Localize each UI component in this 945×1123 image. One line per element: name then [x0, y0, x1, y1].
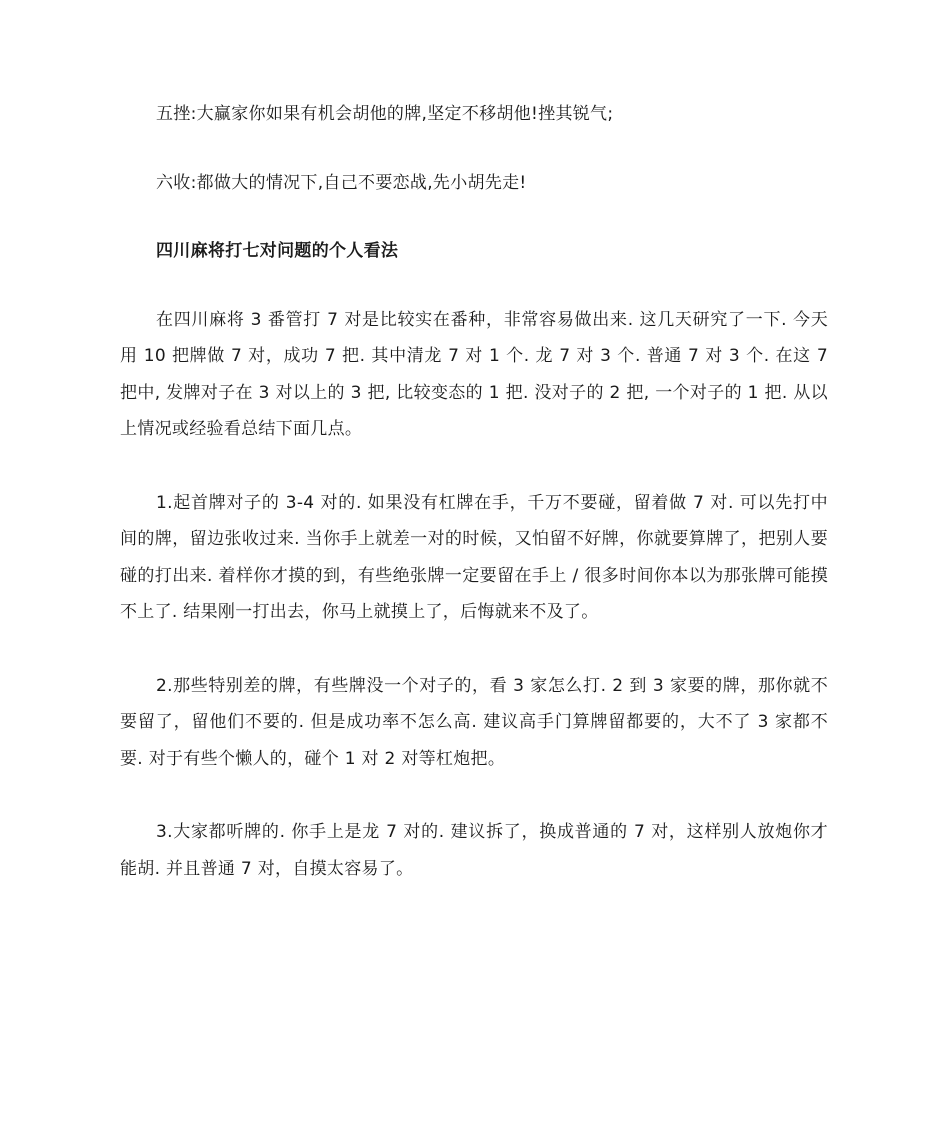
section-heading: 四川麻将打七对问题的个人看法 [156, 241, 399, 261]
paragraph-point-1: 1.起首牌对子的 3-4 对的. 如果没有杠牌在手，千万不要碰，留着做 7 对. 可以先打中间的牌，留边张收过来. 当你手上就差一对的时候，又怕留不好牌，你就要算牌了，把别人要碰的打出来. 着样你才摸的到，有些绝张牌一定要留在手上 / 很多时间你本以为那张牌可能摸不上了. 结果刚一打出去，你马上就摸上了，后悔就来不及了。 [120, 492, 828, 622]
paragraph-liushou: 六收:都做大的情况下,自己不要恋战,先小胡先走! [156, 172, 527, 193]
paragraph-point-3: 3.大家都听牌的. 你手上是龙 7 对的. 建议拆了，换成普通的 7 对，这样别人放炮你才能胡. 并且普通 7 对，自摸太容易了。 [120, 822, 828, 879]
paragraph-point-2: 2.那些特别差的牌，有些牌没一个对子的，看 3 家怎么打. 2 到 3 家要的牌，那你就不要留了，留他们不要的. 但是成功率不怎么高. 建议高手门算牌留都要的，大不了 3 家都不要. 对于有些个懒人的，碰个 1 对 2 对等杠炮把。 [120, 675, 828, 769]
paragraph-wucuo: 五挫:大赢家你如果有机会胡他的牌,坚定不移胡他!挫其锐气; [156, 104, 614, 124]
document-body [120, 96, 828, 924]
paragraph-intro: 在四川麻将 3 番管打 7 对是比较实在番种，非常容易做出来. 这几天研究了一下. 今天用 10 把牌做 7 对，成功 7 把. 其中清龙 7 对 1 个. 龙 7 对 3 个. 普通 7 对 3 个. 在这 7 把中, 发牌对子在 3 对以上的 3 把, 比较变态的 1 把. 没对子的 2 把, 一个对子的 1 把. 从以上情况或经验看总结下面几点。 [120, 309, 828, 439]
